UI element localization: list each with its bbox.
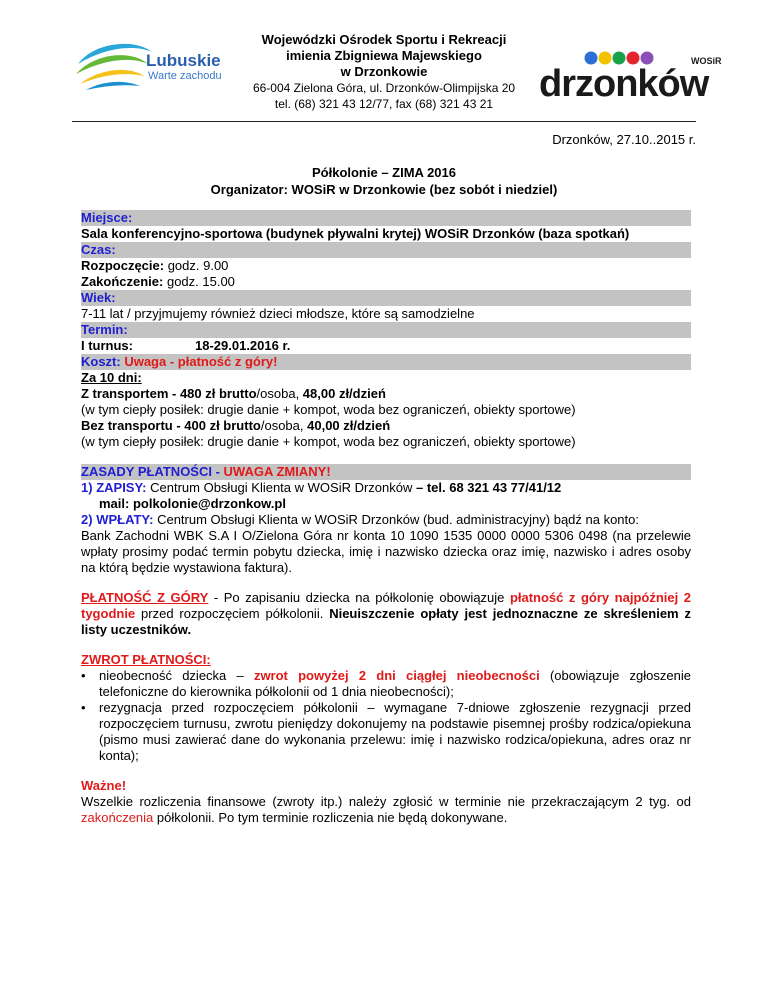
term-label: Termin:	[81, 322, 691, 338]
advance-paragraph	[81, 590, 691, 638]
important-text	[81, 794, 691, 826]
time-end-label: Zakończenie:	[81, 274, 164, 289]
cost-label: Koszt:	[81, 354, 121, 369]
cost-opt2-rest: /osoba,	[260, 418, 308, 433]
time-start	[81, 258, 691, 274]
cost-label-row	[81, 354, 691, 370]
document-date: Drzonków, 27.10..2015 r.	[552, 132, 696, 147]
rules-item2-label: WPŁATY:	[96, 512, 154, 527]
refund-b2: rezygnacja przed rozpoczęciem półkolonii – wymagane 7-dniowe zgłoszenie rezygnacji przed rozpoczęciem turnusu, zwrotu pieniędzy dokonujemy na podstawie pisemnej prośby rodzica/opiekuna (pismo musi zawierać dane do wykonania przelewu: imię i nazwisko rodzica/opiekuna, adres oraz nr konta);	[99, 700, 691, 763]
refund-item-2	[81, 700, 691, 764]
org-line-1: Wojewódzki Ośrodek Sportu i Rekreacji	[261, 32, 507, 47]
rules-item1-mail: mail: polkolonie@drzonkow.pl	[99, 496, 286, 511]
org-address: 66-004 Zielona Góra, ul. Drzonków-Olimpijska 20	[252, 81, 516, 95]
important-heading: Ważne!	[81, 778, 127, 793]
rules-item1-text: Centrum Obsługi Klienta w WOSiR Drzonków	[146, 480, 413, 495]
org-phone: tel. (68) 321 43 12/77, fax (68) 321 43 21	[274, 97, 494, 111]
cost-opt1-main: Z transportem - 480 zł brutto	[81, 386, 257, 401]
refund-b1-pre: nieobecność dziecka –	[99, 668, 254, 683]
refund-heading: ZWROT PŁATNOŚCI:	[81, 652, 211, 667]
cost-days: Za 10 dni:	[81, 370, 142, 385]
cost-opt1-day: 48,00 zł/dzień	[302, 386, 386, 401]
important-red: zakończenia	[81, 810, 154, 825]
rules-item1-label: ZAPISY:	[96, 480, 147, 495]
logo-right-wordmark: drzonków	[539, 63, 709, 105]
cost-opt1-rest: /osoba,	[256, 386, 303, 401]
title-line-2: Organizator: WOSiR w Drzonkowie (bez sobót i niedziel)	[210, 182, 558, 197]
time-start-value: godz. 9.00	[164, 258, 229, 273]
cost-opt2-main: Bez transportu - 400 zł brutto	[81, 418, 261, 433]
drzonkow-logo	[535, 48, 730, 108]
rules-item1-num: 1)	[81, 480, 93, 495]
cost-option-1	[81, 386, 691, 402]
refund-b1-post: (obowiązuje zgłoszenie telefoniczne do kierownika półkolonii od 1 dnia nieobecności);	[99, 668, 691, 699]
cost-option-2	[81, 418, 691, 434]
important-text-1: Wszelkie rozliczenia finansowe (zwroty itp.) należy zgłosić w terminie nie przekraczającym 2 tyg. od	[81, 794, 691, 809]
rules-heading: ZASADY PŁATNOŚCI -	[81, 464, 224, 479]
term-turn-value: 18-29.01.2016 r.	[195, 338, 291, 353]
rules-item1-tel: – tel. 68 321 43 77/41/12	[412, 480, 562, 495]
rules-item2-num: 2)	[81, 512, 93, 527]
rules-item-1	[81, 480, 691, 496]
time-end	[81, 274, 691, 290]
advance-red: płatność z góry najpóźniej 2 tygodnie	[81, 590, 691, 621]
term-turn	[81, 338, 691, 354]
org-line-3: w Drzonkowie	[340, 64, 428, 79]
refund-list	[81, 668, 691, 764]
logo-left-subtitle: Warte zachodu	[148, 70, 222, 82]
logo-left-title: Lubuskie	[146, 51, 221, 70]
place-value: Sala konferencyjno-sportowa (budynek pływalni krytej) WOSiR Drzonków (baza spotkań)	[81, 226, 630, 241]
rules-heading-row	[81, 464, 691, 480]
refund-b1-red: zwrot powyżej 2 dni ciągłej nieobecności	[253, 668, 540, 683]
time-label: Czas:	[81, 242, 691, 258]
advance-text-1: - Po zapisaniu dziecka na półkolonię obowiązuje	[208, 590, 510, 605]
rules-item-2	[81, 512, 691, 528]
term-turn-label: I turnus:	[81, 338, 133, 353]
cost-warning: Uwaga - płatność z góry!	[120, 354, 278, 369]
cost-opt2-note: (w tym ciepły posiłek: drugie danie + kompot, woda bez ograniczeń, obiekty sportowe)	[81, 434, 576, 449]
refund-item-1	[81, 668, 691, 700]
important-text-2: półkolonii. Po tym terminie rozliczenia nie będą dokonywane.	[153, 810, 508, 825]
bullet-icon: •	[81, 668, 86, 683]
bullet-icon: •	[81, 700, 86, 715]
time-start-label: Rozpoczęcie:	[81, 258, 165, 273]
rules-item2-bank: Bank Zachodni WBK S.A I O/Zielona Góra nr konta 10 1090 1535 0000 0000 5306 0498 (na przelewie wpłaty prosimy podać termin pobytu dziecka, imię i nazwisko dziecka oraz imię, nazwisko i adres osoby na którą będzie wystawiona faktura).	[81, 528, 691, 575]
lubuskie-logo	[74, 38, 242, 98]
title-line-1: Półkolonie – ZIMA 2016	[311, 165, 456, 180]
cost-opt2-day: 40,00 zł/dzień	[307, 418, 391, 433]
advance-heading: PŁATNOŚĆ Z GÓRY	[81, 590, 209, 605]
header-divider	[72, 121, 696, 122]
rules-item2-text: Centrum Obsługi Klienta w WOSiR Drzonków (bud. administracyjny) bądź na konto:	[153, 512, 639, 527]
advance-bold: Nieuiszczenie opłaty jest jednoznaczne ze skreśleniem z listy uczestników.	[81, 606, 691, 637]
document-body	[81, 210, 691, 826]
logo-right-badge: WOSiR	[691, 56, 722, 66]
advance-text-2: przed rozpoczęciem półkolonii.	[135, 606, 330, 621]
age-label: Wiek:	[81, 290, 691, 306]
age-value: 7-11 lat / przyjmujemy również dzieci młodsze, które są samodzielne	[81, 306, 475, 321]
org-line-2: imienia Zbigniewa Majewskiego	[286, 48, 482, 63]
rules-heading-warn: UWAGA ZMIANY!	[223, 464, 331, 479]
institution-header	[234, 32, 534, 112]
cost-opt1-note: (w tym ciepły posiłek: drugie danie + kompot, woda bez ograniczeń, obiekty sportowe)	[81, 402, 576, 417]
document-title	[0, 164, 768, 198]
time-end-value: godz. 15.00	[163, 274, 235, 289]
place-label: Miejsce:	[81, 210, 691, 226]
